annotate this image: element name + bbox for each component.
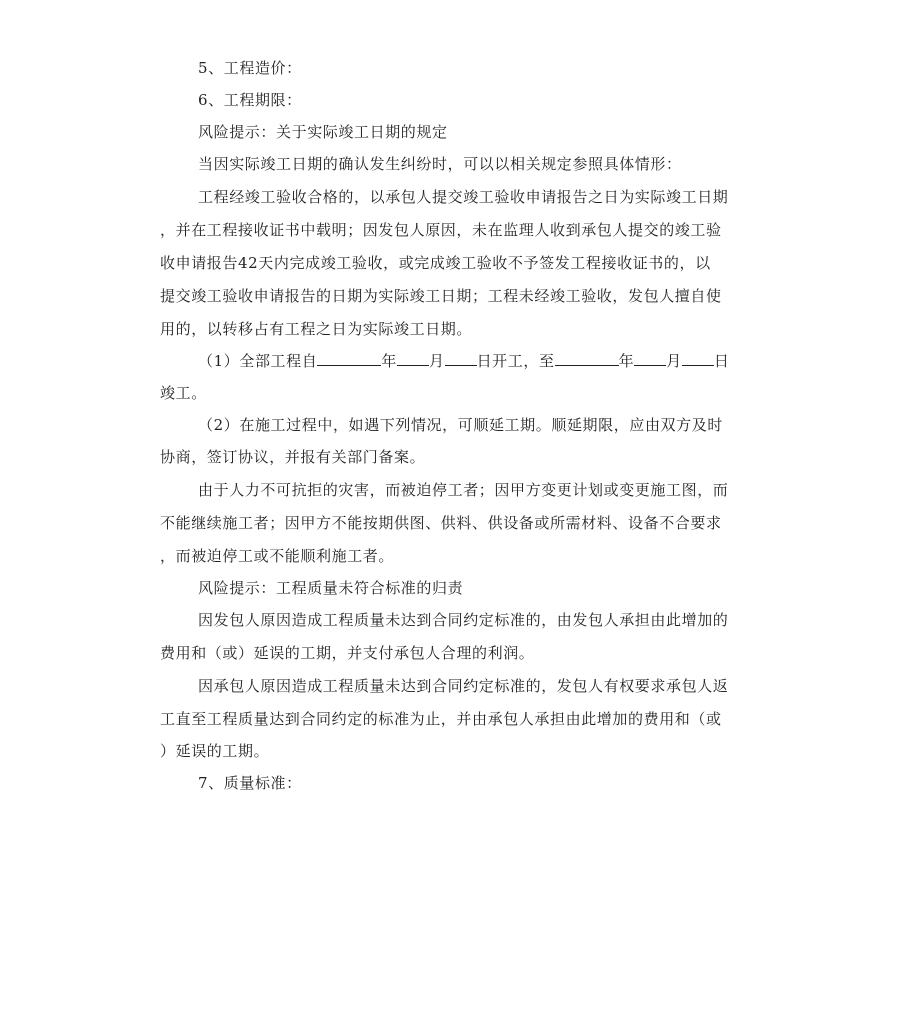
blank-start-month[interactable] (397, 351, 429, 366)
risk-body-line: 工程经竣工验收合格的，以承包人提交竣工验收申请报告之日为实际竣工日期 (198, 188, 729, 206)
clause-2-line: （2）在施工过程中，如遇下列情况，可顺延工期。顺延期限，应由双方及时 (198, 416, 723, 434)
blank-end-month[interactable] (634, 351, 666, 366)
clause-2-line: 协商，签订协议，并报有关部门备案。 (160, 448, 426, 466)
risk-tip-completion-date-intro: 当因实际竣工日期的确认发生纠纷时，可以以相关规定参照具体情形： (198, 155, 682, 173)
blank-end-year[interactable] (555, 351, 619, 366)
force-majeure-line: ，而被迫停工或不能顺利施工者。 (160, 547, 395, 565)
clause-1-text: 日 (713, 352, 730, 370)
risk-body-line: 用的，以转移占有工程之日为实际竣工日期。 (160, 320, 473, 338)
item-5-engineering-cost: 5、工程造价： (198, 59, 302, 77)
blank-start-year[interactable] (317, 351, 381, 366)
risk-tip-quality-title: 风险提示：工程质量未符合标准的归责 (198, 579, 464, 597)
contractor-fault-line: 工直至工程质量达到合同约定的标准为止，并由承包人承担由此增加的费用和（或 (160, 710, 722, 728)
employer-fault-line: 因发包人原因造成工程质量未达到合同约定标准的，由发包人承担由此增加的 (198, 611, 729, 629)
force-majeure-line: 不能继续施工者；因甲方不能按期供图、供料、供设备或所需材料、设备不合要求 (160, 514, 722, 532)
employer-fault-line: 费用和（或）延误的工期，并支付承包人合理的利润。 (160, 644, 535, 662)
clause-1-text: 月 (666, 352, 682, 370)
risk-body-line: ，并在工程接收证书中载明；因发包人原因，未在监理人收到承包人提交的竣工验 (160, 221, 722, 239)
risk-body-line: 收申请报告42天内完成竣工验收，或完成竣工验收不予签发工程接收证书的，以 (160, 254, 711, 272)
blank-end-day[interactable] (682, 351, 714, 366)
item-7-quality-standard: 7、质量标准： (198, 774, 302, 792)
clause-1-text: 年 (381, 352, 397, 370)
risk-body-line: 提交竣工验收申请报告的日期为实际竣工日期；工程未经竣工验收，发包人擅自使 (160, 287, 722, 305)
clause-1-text: 年 (618, 352, 635, 370)
clause-1-text: 日开工，至 (476, 352, 555, 370)
blank-start-day[interactable] (445, 351, 477, 366)
clause-1-text: （1）全部工程自 (198, 352, 318, 370)
item-6-engineering-period: 6、工程期限： (198, 91, 302, 109)
force-majeure-line: 由于人力不可抗拒的灾害，而被迫停工者；因甲方变更计划或变更施工图，而 (198, 481, 729, 499)
contractor-fault-line: ）延误的工期。 (160, 742, 270, 760)
contractor-fault-line: 因承包人原因造成工程质量未达到合同约定标准的，发包人有权要求承包人返 (198, 677, 729, 695)
clause-1-line-2: 竣工。 (160, 384, 207, 402)
clause-1-schedule (198, 351, 729, 371)
clause-1-text: 月 (428, 352, 445, 370)
risk-tip-completion-date-title: 风险提示：关于实际竣工日期的规定 (198, 123, 448, 141)
